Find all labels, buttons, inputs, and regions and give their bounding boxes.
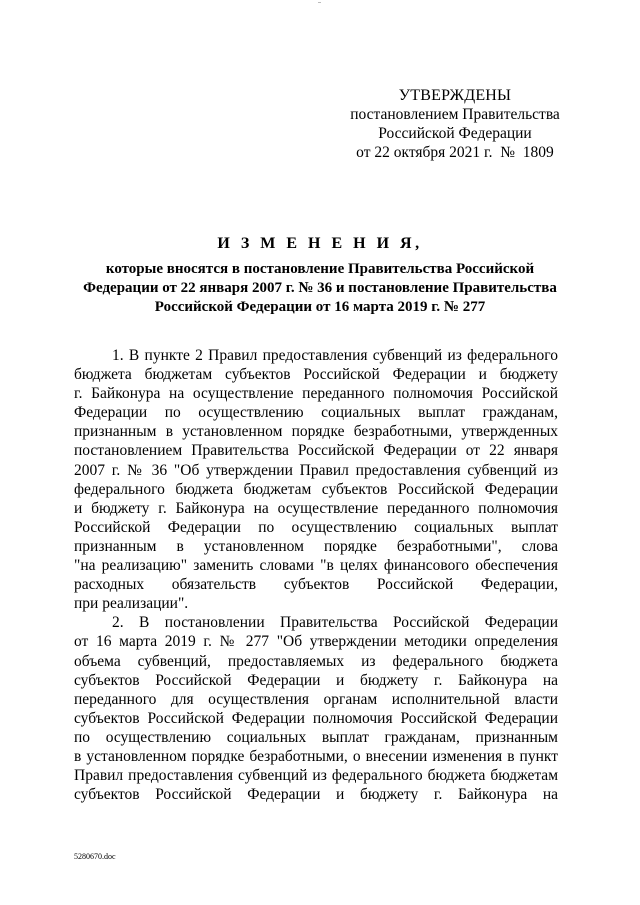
paragraph-1-line: при реализации". bbox=[74, 595, 189, 613]
approval-block bbox=[330, 86, 580, 162]
paragraph-2-line: переданного для осуществления органам исполнительной власти bbox=[74, 690, 558, 708]
paragraph-1-line: Федерации по осуществлению социальных выплат гражданам, bbox=[74, 404, 558, 422]
document-subtitle bbox=[60, 260, 580, 317]
subtitle-line: которые вносятся в постановление Правительства Российской bbox=[105, 261, 535, 277]
paragraph-2-line: по осуществлению социальных выплат гражданам, признанным bbox=[74, 728, 558, 746]
approval-date-number: от 22 октября 2021 г. № 1809 bbox=[356, 144, 554, 161]
paragraph-2-line: от 16 марта 2019 г. № 277 "Об утверждении методики определения bbox=[74, 633, 558, 651]
page-top-mark bbox=[318, 2, 321, 3]
paragraph-1-line: федерального бюджета бюджетам субъектов Российской Федерации bbox=[74, 480, 558, 498]
footer-filename: 5280670.doc bbox=[74, 852, 116, 861]
paragraph-1-line: 1. В пункте 2 Правил предоставления субвенций из федерального bbox=[112, 347, 558, 364]
paragraph-1-line: 2007 г. № 36 "Об утверждении Правил предоставления субвенций из bbox=[74, 461, 558, 479]
paragraph-2-line: Правил предоставления субвенций из федерального бюджета бюджетам bbox=[74, 767, 558, 785]
approval-heading: УТВЕРЖДЕНЫ bbox=[398, 87, 512, 104]
paragraph-2-line: 2. В постановлении Правительства Российской Федерации bbox=[112, 614, 558, 632]
paragraph-1-line: "на реализацию" заменить словами "в целях финансового обеспечения bbox=[74, 557, 558, 575]
document-heading: И З М Е Н Е Н И Я, bbox=[217, 235, 423, 252]
paragraph-1-line: расходных обязательств субъектов Российской Федерации, bbox=[74, 576, 558, 594]
paragraph-1-line: и бюджету г. Байконура на осуществление переданного полномочия bbox=[74, 499, 558, 517]
document-title-block bbox=[60, 234, 580, 317]
paragraph-2-line: объема субвенций, предоставляемых из федерального бюджета bbox=[74, 652, 558, 670]
paragraph-1-line: признанным в установленном порядке безработными, утвержденных bbox=[74, 423, 558, 441]
paragraph-1-line: постановлением Правительства Российской Федерации от 22 января bbox=[74, 442, 558, 460]
document-body bbox=[74, 346, 558, 804]
paragraph-2-line: субъектов Российской Федерации полномочия Российской Федерации bbox=[74, 709, 558, 727]
paragraph-2-line: субъектов Российской Федерации и бюджету г. Байконура на bbox=[74, 786, 558, 804]
subtitle-line: Российской Федерации от 16 марта 2019 г. № 277 bbox=[154, 299, 486, 315]
paragraph-2-line: в установленном порядке безработными, о внесении изменения в пункт bbox=[74, 747, 558, 765]
subtitle-line: Федерации от 22 января 2007 г. № 36 и постановление Правительства bbox=[83, 280, 557, 296]
paragraph-1-line: г. Байконура на осуществление переданного полномочия Российской bbox=[74, 385, 558, 403]
paragraph-2-line: субъектов Российской Федерации и бюджету г. Байконура на bbox=[74, 671, 558, 689]
approval-line: Российской Федерации bbox=[378, 125, 532, 142]
paragraph-1-line: бюджета бюджетам субъектов Российской Федерации и бюджету bbox=[74, 366, 558, 384]
paragraph-1-line: признанным в установленном порядке безработными", слова bbox=[74, 537, 558, 555]
approval-line: постановлением Правительства bbox=[350, 106, 560, 123]
paragraph-1-line: Российской Федерации по осуществлению социальных выплат bbox=[74, 518, 558, 536]
